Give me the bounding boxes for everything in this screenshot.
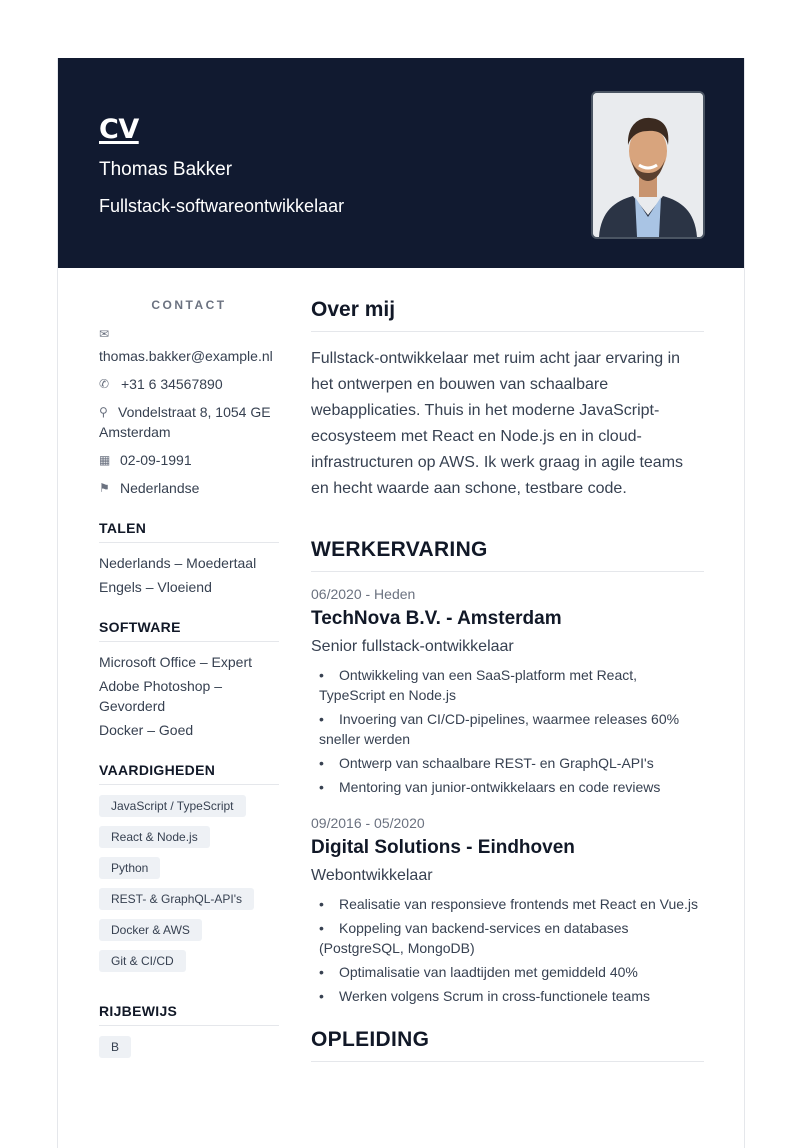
list-item: • Ontwerp van schaalbare REST- en GraphQL-API's <box>319 755 654 771</box>
profile-photo <box>591 91 705 239</box>
phone-icon: ✆ <box>99 377 110 391</box>
sidebar <box>99 298 279 1067</box>
skill-tag: REST- & GraphQL-API's <box>99 888 254 910</box>
main-content <box>311 298 704 1076</box>
job-company: TechNova B.V. - Amsterdam <box>311 608 562 629</box>
contact-phone[interactable] <box>99 374 279 394</box>
job-period: 06/2020 - Heden <box>311 586 416 602</box>
job-bullets <box>311 894 704 1006</box>
skill-tag: Git & CI/CD <box>99 950 186 972</box>
skills-list <box>99 795 279 981</box>
contact-address-text: Vondelstraat 8, 1054 GE Amsterdam <box>99 404 271 440</box>
list-item: • Optimalisatie van laadtijden met gemiddeld 40% <box>319 964 638 980</box>
cv-sheet <box>57 58 745 1148</box>
cv-header <box>58 58 744 268</box>
contact-email-text: thomas.bakker@example.nl <box>99 348 273 364</box>
candidate-name: Thomas Bakker <box>99 159 233 180</box>
list-item: • Mentoring van junior-ontwikkelaars en code reviews <box>319 779 661 795</box>
contact-birthdate <box>99 450 279 470</box>
contact-birthdate-text: 02-09-1991 <box>120 452 192 468</box>
software-item: Microsoft Office – Expert <box>99 654 253 670</box>
cv-title: CV <box>99 114 139 145</box>
list-item: • Invoering van CI/CD-pipelines, waarmee releases 60% sneller werden <box>319 711 680 747</box>
contact-heading: CONTACT <box>151 298 227 312</box>
job-entry <box>311 586 704 797</box>
contact-nationality <box>99 478 279 498</box>
list-item: • Ontwikkeling van een SaaS-platform met React, TypeScript en Node.js <box>319 667 638 703</box>
job-company: Digital Solutions - Eindhoven <box>311 837 575 858</box>
flag-icon: ⚑ <box>99 481 110 495</box>
skill-tag: JavaScript / TypeScript <box>99 795 246 817</box>
list-item: • Werken volgens Scrum in cross-functionele teams <box>319 988 650 1004</box>
contact-address <box>99 402 279 442</box>
contact-phone-text: +31 6 34567890 <box>121 376 223 392</box>
software-item: Adobe Photoshop – Gevorderd <box>99 678 222 714</box>
job-role: Senior fullstack-ontwikkelaar <box>311 638 514 655</box>
contact-nationality-text: Nederlandse <box>120 480 200 496</box>
education-heading: OPLEIDING <box>311 1028 704 1062</box>
about-text: Fullstack-ontwikkelaar met ruim acht jaar ervaring in het ontwerpen en bouwen van schaalbare webapplicaties. Thuis in het moderne JavaScript-ecosysteem met React en Node.js en in cloud-infrastructuren op AWS. Ik werk graag in agile teams en hecht waarde aan schone, testbare code. <box>311 350 684 497</box>
software-heading: SOFTWARE <box>99 619 279 642</box>
language-item: Engels – Vloeiend <box>99 579 212 595</box>
candidate-role: Fullstack-softwareontwikkelaar <box>99 196 345 216</box>
job-bullets <box>311 665 704 797</box>
skill-tag: React & Node.js <box>99 826 210 848</box>
map-pin-icon: ⚲ <box>99 405 108 419</box>
job-role: Webontwikkelaar <box>311 867 433 884</box>
contact-email[interactable] <box>99 324 279 366</box>
languages-heading: TALEN <box>99 520 279 543</box>
job-period: 09/2016 - 05/2020 <box>311 815 425 831</box>
skills-heading: VAARDIGHEDEN <box>99 762 279 785</box>
experience-heading: WERKERVARING <box>311 538 704 572</box>
license-heading: RIJBEWIJS <box>99 1003 279 1026</box>
skill-tag: Python <box>99 857 160 879</box>
license-tag: B <box>99 1036 131 1058</box>
list-item: • Koppeling van backend-services en databases (PostgreSQL, MongoDB) <box>319 920 629 956</box>
skill-tag: Docker & AWS <box>99 919 202 941</box>
job-entry <box>311 815 704 1006</box>
software-item: Docker – Goed <box>99 722 194 738</box>
about-heading: Over mij <box>311 298 704 332</box>
language-item: Nederlands – Moedertaal <box>99 555 257 571</box>
list-item: • Realisatie van responsieve frontends met React en Vue.js <box>319 896 699 912</box>
envelope-icon: ✉ <box>99 327 110 341</box>
cake-icon: ▦ <box>99 453 111 467</box>
